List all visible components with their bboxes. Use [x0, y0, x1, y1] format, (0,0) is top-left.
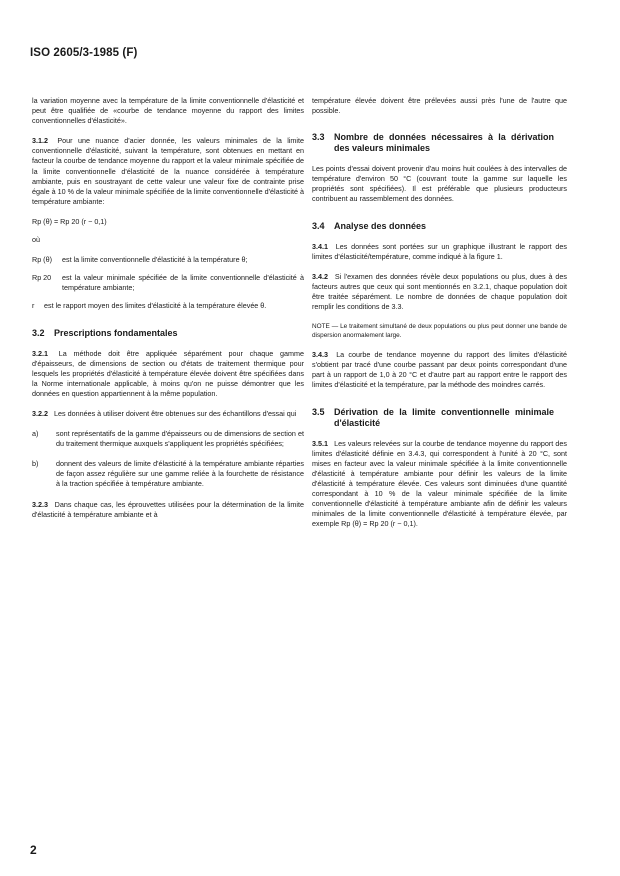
clause-number: 3.2.1 [32, 348, 48, 358]
definition-r [32, 301, 304, 311]
list-item-a [32, 429, 304, 449]
section-heading-3-3 [312, 132, 567, 154]
definition-text: est le rapport moyen des limites d'élasticité à la température élevée θ. [44, 301, 267, 311]
section-number: 3.2 [32, 327, 45, 338]
clause-number: 3.2.2 [32, 408, 48, 418]
paragraph-3-2-3 [32, 500, 304, 520]
note: NOTE — Le traitement simultané de deux populations ou plus peut donner une bande de dispersion anormalement large. [312, 323, 567, 340]
section-number: 3.4 [312, 220, 325, 231]
clause-number: 3.4.2 [312, 271, 328, 281]
list-text: sont représentatifs de la gamme d'épaisseurs ou de dimensions de section et du traitement thermique auxquels s'appliquent les propriétés spécifiées; [56, 429, 304, 449]
definition-text: est la limite conventionnelle d'élasticité à la température θ; [62, 255, 248, 265]
formula: Rp (θ) = Rp 20 (r − 0,1) [32, 216, 107, 226]
clause-number: 3.4.3 [312, 350, 328, 360]
paragraph-3-1-2 [32, 136, 304, 207]
section-title: Nombre de données nécessaires à la dérivation des valeurs minimales [334, 132, 554, 154]
continuation-paragraph: température élevée doivent être prélevées aussi près l'une de l'autre que possible. [312, 96, 567, 116]
section-number: 3.5 [312, 406, 325, 417]
definition-rp-theta [32, 255, 304, 265]
list-item-b [32, 459, 304, 489]
list-text: donnent des valeurs de limite d'élasticité à la température ambiante réparties de façon assez régulière sur une gamme reliée à la fourchette de résistance à la traction spécifiée à température ambiante. [56, 459, 304, 489]
paragraph-3-5-1 [312, 439, 567, 530]
definition-symbol: Rp 20 [32, 273, 52, 283]
where-label: où [32, 235, 40, 245]
clause-text: Les valeurs relevées sur la courbe de tendance moyenne du rapport des limites d'élasticité définie en 3.4.3, qui correspondent à l'unité à 20 °C, sont mises en facteur avec la valeur minimale spécifiée à la limite conventionnelle d'élasticité à température ambiante pour définir les valeurs de la limite d'élasticité à température élevée. Ces valeurs sont diminuées d'une quantité correspondant à 10 % de la valeur minimale spécifiée de la limite conventionnelle d'élasticité à température ambiante afin de définir les valeurs minimales de la limite conventionnelle d'élasticité à température élevée, par exemple Rp (θ) = Rp 20 (r − 0,1). [312, 438, 567, 529]
page-number: 2 [30, 843, 37, 857]
clause-text: Pour une nuance d'acier donnée, les valeurs minimales de la limite conventionnelle d'élasticité, suivant la température, sont obtenues en mettant en facteur la courbe de tendance moyenne du rapport et la valeur minimale spécifiée de la limite conventionnelle d'élasticité de la nuance considérée à température ambiante, puis en soustrayant de cette valeur une valeur fixe de contrainte prise égale à 10 % de la valeur minimale spécifiée de la limite conventionnelle d'élasticité à température ambiante: [32, 136, 304, 206]
clause-number: 3.2.3 [32, 499, 48, 509]
paragraph-3-4-2 [312, 272, 567, 312]
paragraph-3-2-2 [32, 409, 304, 419]
clause-number: 3.5.1 [312, 438, 328, 448]
section-title: Prescriptions fondamentales [54, 327, 178, 338]
section-number: 3.3 [312, 132, 325, 143]
clause-text: La méthode doit être appliquée séparément pour chaque gamme d'épaisseurs, de dimensions de section ou d'états de traitement thermique pour lesquels les propriétés d'élasticité à température élevée doivent être spécifiées dans la Norme internationale applicable, à moins qu'on ne puisse démontrer que les données en question appartiennent à la même population. [32, 348, 304, 398]
intro-paragraph: la variation moyenne avec la température de la limite conventionnelle d'élasticité et peut être qualifiée de «courbe de tendance moyenne du rapport des limites conventionnelles d'élasticité». [32, 96, 304, 126]
paragraph-3-4-1 [312, 242, 567, 262]
paragraph-3-4-3 [312, 350, 567, 390]
section-heading-3-5 [312, 407, 567, 429]
definition-symbol: Rp (θ) [32, 255, 52, 265]
section-title: Analyse des données [334, 220, 427, 231]
list-label: b) [32, 459, 39, 469]
clause-number: 3.1.2 [32, 136, 48, 146]
section-heading-3-4 [312, 221, 567, 232]
list-label: a) [32, 429, 39, 439]
clause-text: Les données sont portées sur un graphique illustrant le rapport des limites d'élasticité/température, comme indiqué à la figure 1. [312, 241, 567, 261]
section-heading-3-2 [32, 328, 304, 339]
definition-symbol: r [32, 301, 35, 311]
paragraph-3-2-1 [32, 349, 304, 399]
right-column [312, 96, 567, 539]
clause-text: La courbe de tendance moyenne du rapport des limites d'élasticité s'obtient par tracé d'une courbe passant par deux points correspondant d'une part à un rapport de 1,0 à 20 °C et d'autre part au rapport entre le rapport des limites d'élasticité et la température, par la méthode des moindres carrés. [312, 350, 567, 390]
clause-text: Dans chaque cas, les éprouvettes utilisées pour la détermination de la limite d'élasticité à température ambiante et à [32, 499, 304, 519]
clause-text: Si l'examen des données révèle deux populations ou plus, dues à des facteurs autres que ceux qui sont mentionnés en 3.2.1, chaque population doit être traitée séparément. Le nombre de données de chaque population doit remplir les conditions de 3.3. [312, 271, 567, 312]
paragraph-3-3: Les points d'essai doivent provenir d'au moins huit coulées à des intervalles de température d'environ 50 °C (couvrant toute la gamme sur laquelle les propriétés sont spécifiées). Il est préférable que plusieurs producteurs contribuent au rassemblement des données. [312, 164, 567, 204]
definition-text: est la valeur minimale spécifiée de la limite conventionnelle d'élasticité à température ambiante; [62, 273, 304, 293]
definition-rp20 [32, 273, 304, 293]
document-header: ISO 2605/3-1985 (F) [30, 47, 138, 59]
section-title: Dérivation de la limite conventionnelle minimale d'élasticité [334, 406, 554, 428]
clause-number: 3.4.1 [312, 241, 328, 251]
clause-text: Les données à utiliser doivent être obtenues sur des échantillons d'essai qui [54, 408, 297, 418]
left-column [32, 96, 304, 530]
